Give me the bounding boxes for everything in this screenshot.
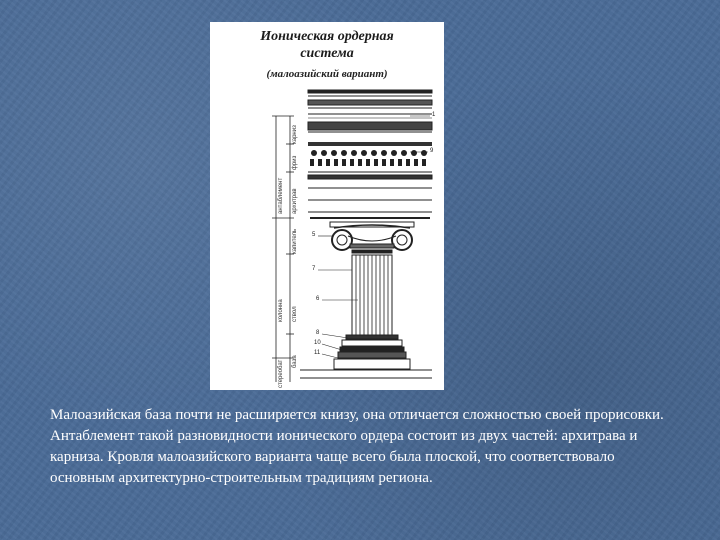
- label-architrave: архитрав: [292, 188, 298, 214]
- label-entablature: антаблемент: [278, 177, 284, 214]
- number-6: 6: [316, 296, 320, 302]
- ionic-order-diagram: [210, 22, 444, 390]
- label-base: база: [292, 355, 298, 368]
- diagram-title-line2: система: [300, 46, 354, 61]
- label-stereobate: стереобат: [278, 359, 284, 388]
- label-column: колонна: [278, 299, 284, 322]
- number-7: 7: [312, 266, 316, 272]
- egg-and-dart-ornament: [311, 150, 427, 156]
- dimension-lines: [272, 116, 294, 382]
- number-1: 1: [432, 112, 436, 118]
- label-capital: капитель: [292, 228, 298, 254]
- column-shaft: [352, 255, 392, 335]
- cornice-top-band: [308, 90, 432, 93]
- ionic-capital: [330, 222, 414, 253]
- dentils: [310, 159, 426, 166]
- number-8: 8: [316, 330, 320, 336]
- number-11: 11: [314, 350, 321, 356]
- label-shaft: ствол: [292, 306, 298, 322]
- column-drawing: [210, 22, 444, 390]
- diagram-subtitle: (малоазийский вариант): [266, 68, 388, 80]
- label-frieze: фриз: [292, 155, 298, 170]
- label-cornice: карниз: [292, 125, 298, 144]
- number-10: 10: [314, 340, 321, 346]
- slide-caption: Малоазийская база почти не расширяется книзу, она отличается сложностью своей прорисовки. Антаблемент такой разновидности ионического ордера состоит из двух частей: архитрава и карниза. Кровля малоазийского варианта чаще всего была плоской, что соответствовало основным архитектурно-строительным традициям региона.: [50, 407, 664, 486]
- number-5: 5: [312, 232, 316, 238]
- number-9: 9: [430, 148, 434, 154]
- diagram-title-line1: Ионическая ордерная: [260, 29, 394, 44]
